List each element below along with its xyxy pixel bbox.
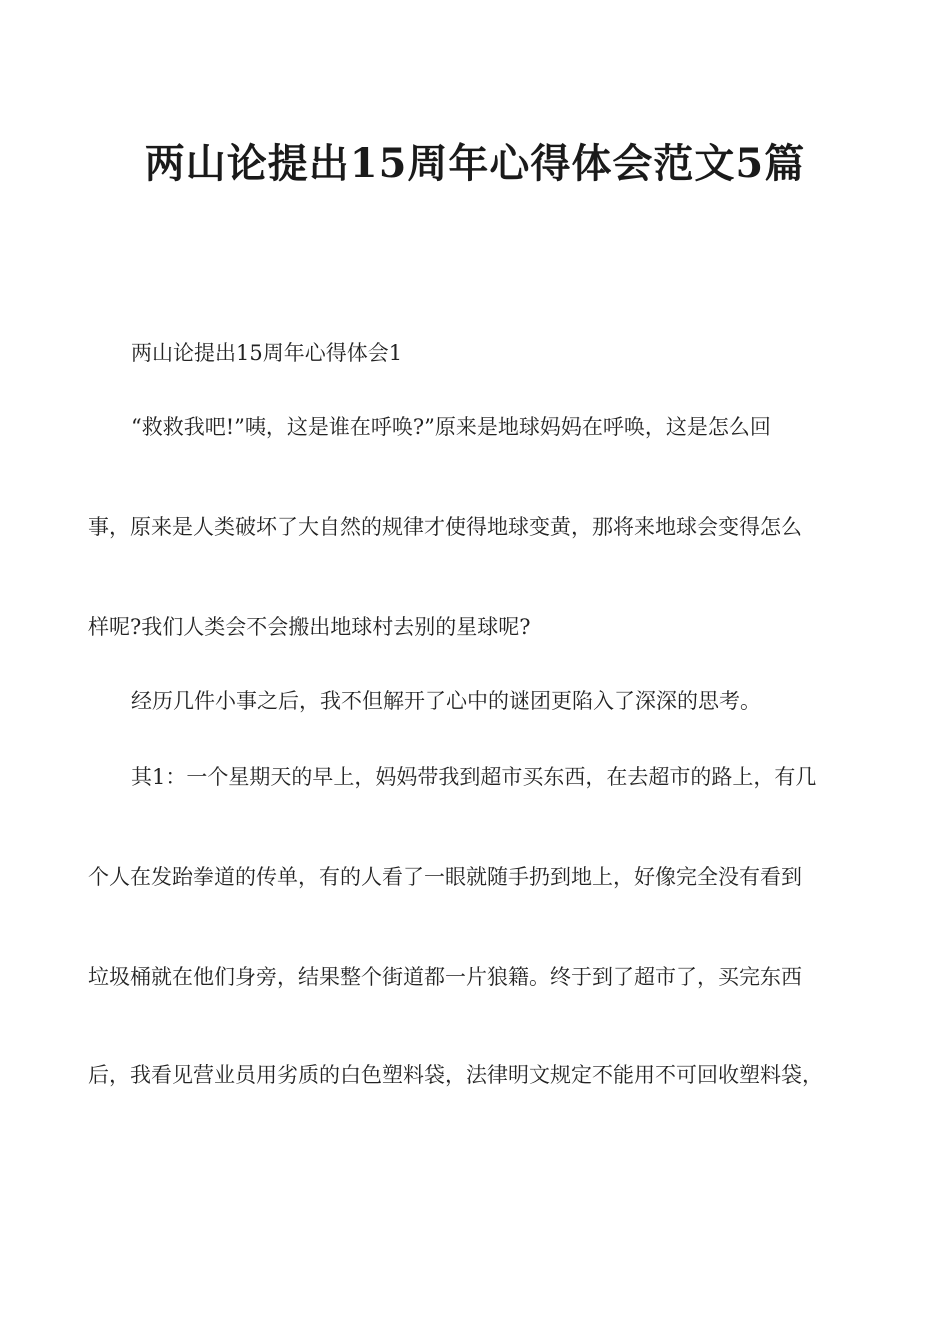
paragraph-line-4: 经历几件小事之后，我不但解开了心中的谜团更陷入了深深的思考。 [131,689,761,713]
document-title: 两山论提出15周年心得体会范文5篇 [144,140,806,187]
paragraph-line-3: 样呢?我们人类会不会搬出地球村去别的星球呢? [88,615,531,639]
paragraph-line-6: 个人在发跆拳道的传单，有的人看了一眼就随手扔到地上，好像完全没有看到 [88,865,802,889]
section-heading: 两山论提出15周年心得体会1 [131,341,403,365]
paragraph-line-7: 垃圾桶就在他们身旁，结果整个街道都一片狼籍。终于到了超市了，买完东西 [88,965,802,989]
paragraph-line-8: 后，我看见营业员用劣质的白色塑料袋，法律明文规定不能用不可回收塑料袋， [88,1063,823,1087]
paragraph-line-5: 其1：一个星期天的早上，妈妈带我到超市买东西，在去超市的路上，有几 [131,765,817,789]
paragraph-line-2: 事，原来是人类破坏了大自然的规律才使得地球变黄，那将来地球会变得怎么 [88,515,802,539]
paragraph-line-1: “救救我吧!”咦，这是谁在呼唤?”原来是地球妈妈在呼唤，这是怎么回 [131,415,771,439]
